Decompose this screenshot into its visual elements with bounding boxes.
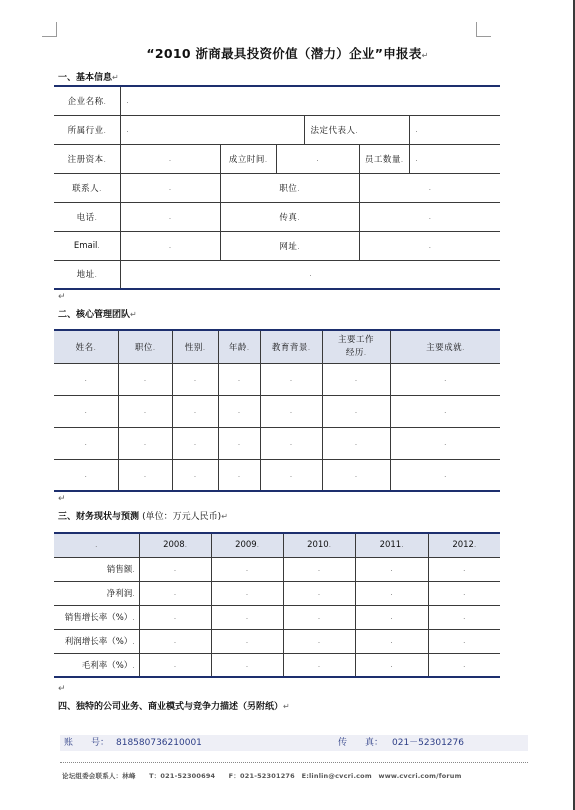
footer-contact: 论坛组委会联系人：林峰 T：021-52300694 F：021-52301276 E:linlin@cvcri.com www.cvcri.com/forum: [62, 772, 462, 780]
table-row: [54, 653, 500, 677]
legal-rep-label: 法定代表人.: [304, 115, 409, 144]
reg-capital-field[interactable]: .: [120, 144, 220, 173]
cell[interactable]: .: [218, 427, 260, 459]
cell[interactable]: .: [428, 581, 500, 605]
table-row: [54, 557, 500, 581]
table-row: [54, 363, 500, 395]
form-title: “2010 浙商最具投资价值（潜力）企业”申报表↵: [146, 46, 429, 61]
cell[interactable]: .: [355, 557, 428, 581]
cell[interactable]: .: [139, 605, 211, 629]
footer-divider: [60, 762, 528, 763]
cell[interactable]: .: [260, 459, 322, 491]
cell[interactable]: .: [355, 605, 428, 629]
website-field[interactable]: .: [359, 231, 500, 260]
cell[interactable]: .: [260, 363, 322, 395]
reg-capital-label: 注册资本.: [54, 144, 120, 173]
corner-cell: .: [54, 533, 139, 557]
cell[interactable]: .: [218, 395, 260, 427]
cell[interactable]: .: [322, 427, 390, 459]
table-row: [54, 629, 500, 653]
cell[interactable]: .: [172, 459, 218, 491]
founded-field[interactable]: .: [276, 144, 359, 173]
founded-label: 成立时间.: [220, 144, 276, 173]
email-field[interactable]: .: [120, 231, 220, 260]
year-2009: 2009.: [211, 533, 283, 557]
industry-label: 所属行业.: [54, 115, 120, 144]
management-team-table: [54, 329, 500, 492]
section-basic-info-heading: 一、基本信息↵: [58, 73, 119, 83]
cell[interactable]: .: [322, 363, 390, 395]
cell[interactable]: .: [355, 653, 428, 677]
cell[interactable]: .: [172, 395, 218, 427]
cell[interactable]: .: [355, 581, 428, 605]
col-position: 职位.: [118, 330, 172, 363]
row-label-gross-margin: 毛利率（%）.: [54, 653, 139, 677]
row-label-net-profit: 净利润.: [54, 581, 139, 605]
financials-table: [54, 532, 500, 678]
paragraph-mark: ↵: [58, 292, 66, 302]
cell[interactable]: .: [118, 363, 172, 395]
legal-rep-field[interactable]: .: [409, 115, 500, 144]
cell[interactable]: .: [428, 557, 500, 581]
cell[interactable]: .: [283, 629, 355, 653]
cell[interactable]: .: [211, 605, 283, 629]
fax-label: 传真.: [220, 202, 359, 231]
cell[interactable]: .: [322, 459, 390, 491]
cell[interactable]: .: [118, 459, 172, 491]
cell[interactable]: .: [260, 395, 322, 427]
cell[interactable]: .: [283, 653, 355, 677]
crop-mark-top-right: [476, 22, 491, 37]
fax-field[interactable]: .: [359, 202, 500, 231]
account-label: 账 号：: [64, 738, 110, 748]
cell[interactable]: .: [355, 629, 428, 653]
cell[interactable]: .: [172, 427, 218, 459]
employees-label: 员工数量.: [359, 144, 409, 173]
table-row: [54, 581, 500, 605]
position-label: 职位.: [220, 173, 359, 202]
col-education: 教育背景.: [260, 330, 322, 363]
address-field[interactable]: .: [120, 260, 500, 289]
position-field[interactable]: .: [359, 173, 500, 202]
cell[interactable]: .: [211, 629, 283, 653]
cell[interactable]: .: [390, 459, 500, 491]
fax-label-footer: 传 真：: [338, 738, 384, 748]
contact-label: 联系人.: [54, 173, 120, 202]
contact-field[interactable]: .: [120, 173, 220, 202]
industry-field[interactable]: .: [120, 115, 304, 144]
paragraph-mark: ↵: [58, 684, 66, 694]
cell[interactable]: .: [54, 459, 118, 491]
cell[interactable]: .: [428, 629, 500, 653]
row-label-profit-growth: 利润增长率（%）.: [54, 629, 139, 653]
company-name-label: 企业名称.: [54, 86, 120, 115]
cell[interactable]: .: [322, 395, 390, 427]
cell[interactable]: .: [283, 581, 355, 605]
col-name: 姓名.: [54, 330, 118, 363]
address-label: 地址.: [54, 260, 120, 289]
section-business-description-heading: 四、独特的公司业务、商业模式与竞争力描述（另附纸）↵: [58, 702, 290, 712]
cell[interactable]: .: [139, 557, 211, 581]
cell[interactable]: .: [428, 605, 500, 629]
section-financials-heading: 三、财务现状与预测 (单位：万元人民币)↵: [58, 512, 228, 522]
phone-field[interactable]: .: [120, 202, 220, 231]
year-2012: 2012.: [428, 533, 500, 557]
account-number: 818580736210001: [116, 738, 202, 748]
col-gender: 性别.: [172, 330, 218, 363]
account-info-bar: [60, 735, 528, 751]
table-row: [54, 427, 500, 459]
year-2011: 2011.: [355, 533, 428, 557]
cell[interactable]: .: [118, 427, 172, 459]
cell[interactable]: .: [260, 427, 322, 459]
fax-number-footer: 021－52301276: [392, 738, 464, 748]
cell[interactable]: .: [139, 581, 211, 605]
table-row: [54, 459, 500, 491]
year-2008: 2008.: [139, 533, 211, 557]
col-age: 年龄.: [218, 330, 260, 363]
cell[interactable]: .: [211, 653, 283, 677]
row-label-sales-growth: 销售增长率（%）.: [54, 605, 139, 629]
phone-label: 电话.: [54, 202, 120, 231]
cell[interactable]: .: [428, 653, 500, 677]
cell[interactable]: .: [172, 363, 218, 395]
cell[interactable]: .: [139, 653, 211, 677]
cell[interactable]: .: [283, 557, 355, 581]
paragraph-mark: ↵: [58, 494, 66, 504]
employees-field[interactable]: .: [409, 144, 500, 173]
cell[interactable]: .: [139, 629, 211, 653]
cell[interactable]: .: [390, 363, 500, 395]
cell[interactable]: .: [218, 363, 260, 395]
website-label: 网址.: [220, 231, 359, 260]
section-management-team-heading: 二、核心管理团队↵: [58, 310, 137, 320]
email-label: Email.: [54, 231, 120, 260]
company-name-field[interactable]: .: [120, 86, 500, 115]
basic-info-table: [54, 85, 500, 290]
year-2010: 2010.: [283, 533, 355, 557]
row-label-sales: 销售额.: [54, 557, 139, 581]
crop-mark-top-left: [42, 22, 57, 37]
table-row: [54, 605, 500, 629]
cell[interactable]: .: [211, 557, 283, 581]
cell[interactable]: .: [54, 363, 118, 395]
cell[interactable]: .: [390, 395, 500, 427]
col-work-experience: 主要工作 经历.: [322, 330, 390, 363]
cell[interactable]: .: [211, 581, 283, 605]
cell[interactable]: .: [218, 459, 260, 491]
table-row: [54, 395, 500, 427]
cell[interactable]: .: [390, 427, 500, 459]
cell[interactable]: .: [283, 605, 355, 629]
cell[interactable]: .: [54, 395, 118, 427]
cell[interactable]: .: [54, 427, 118, 459]
col-achievements: 主要成就.: [390, 330, 500, 363]
cell[interactable]: .: [118, 395, 172, 427]
